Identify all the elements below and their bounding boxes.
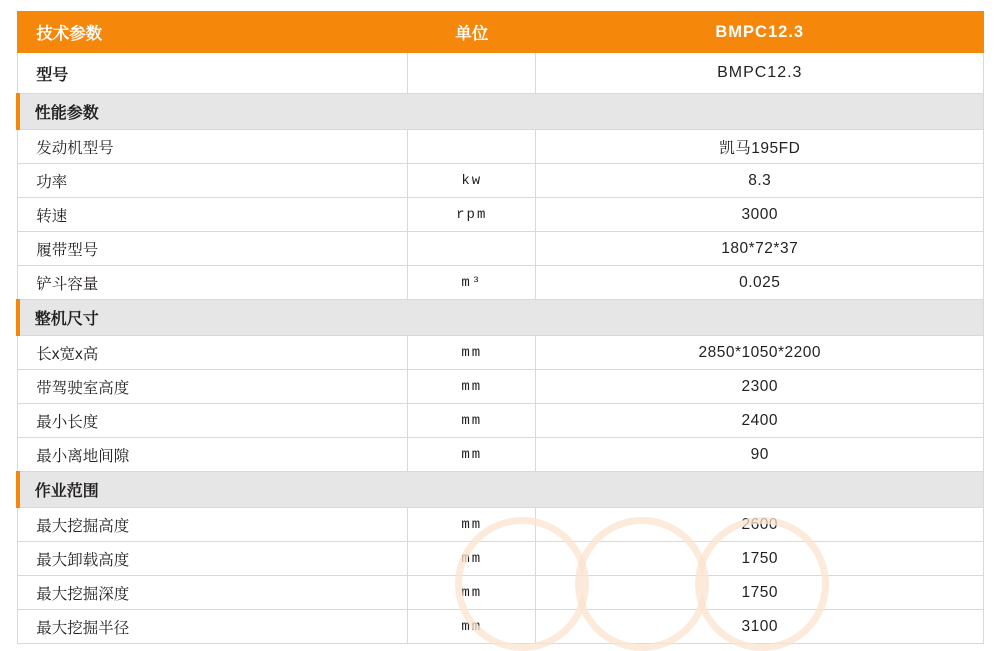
table-header-row [18,12,984,53]
row-unit [408,232,536,266]
row-label: 带驾驶室高度 [18,370,408,404]
row-label: 长x宽x高 [18,336,408,370]
row-label: 最小长度 [18,404,408,438]
section-header-performance [18,94,984,130]
table-row [18,164,984,198]
row-value: 2600 [536,508,984,542]
row-label: 转速 [18,198,408,232]
header-cell-parameter: 技术参数 [18,12,408,53]
row-value: 90 [536,438,984,472]
table-row-model [18,53,984,94]
table-row [18,576,984,610]
row-unit: mm [408,370,536,404]
table-row [18,232,984,266]
specification-table [16,11,985,644]
row-unit: m³ [408,266,536,300]
table-row [18,370,984,404]
row-value: 3000 [536,198,984,232]
row-label: 铲斗容量 [18,266,408,300]
row-value: 1750 [536,542,984,576]
row-value-model: BMPC12.3 [536,53,984,94]
row-value: 3100 [536,610,984,644]
row-unit: kw [408,164,536,198]
row-label: 最大挖掘半径 [18,610,408,644]
section-title-working-range: 作业范围 [18,472,984,508]
row-label: 履带型号 [18,232,408,266]
table-body [18,12,984,644]
row-label: 发动机型号 [18,130,408,164]
row-unit: mm [408,542,536,576]
header-cell-unit: 单位 [408,12,536,53]
row-value: 2300 [536,370,984,404]
row-label: 最大卸载高度 [18,542,408,576]
row-label: 最大挖掘高度 [18,508,408,542]
table-row [18,130,984,164]
row-value: 凯马195FD [536,130,984,164]
row-unit: mm [408,438,536,472]
table-row [18,438,984,472]
table-row [18,266,984,300]
row-label-model: 型号 [18,53,408,94]
row-unit: mm [408,508,536,542]
row-unit: rpm [408,198,536,232]
row-unit: mm [408,610,536,644]
section-header-dimensions [18,300,984,336]
table-row [18,198,984,232]
row-unit: mm [408,576,536,610]
row-value: 180*72*37 [536,232,984,266]
row-value: 1750 [536,576,984,610]
row-value: 2850*1050*2200 [536,336,984,370]
row-unit: mm [408,336,536,370]
section-header-working-range [18,472,984,508]
table-row [18,404,984,438]
row-label: 功率 [18,164,408,198]
table-row [18,336,984,370]
table-row [18,508,984,542]
row-unit-model [408,53,536,94]
row-unit: mm [408,404,536,438]
table-row [18,542,984,576]
row-label: 最小离地间隙 [18,438,408,472]
row-value: 0.025 [536,266,984,300]
section-title-performance: 性能参数 [18,94,984,130]
row-label: 最大挖掘深度 [18,576,408,610]
row-value: 8.3 [536,164,984,198]
header-cell-model: BMPC12.3 [536,12,984,53]
row-value: 2400 [536,404,984,438]
section-title-dimensions: 整机尺寸 [18,300,984,336]
row-unit [408,130,536,164]
table-row [18,610,984,644]
